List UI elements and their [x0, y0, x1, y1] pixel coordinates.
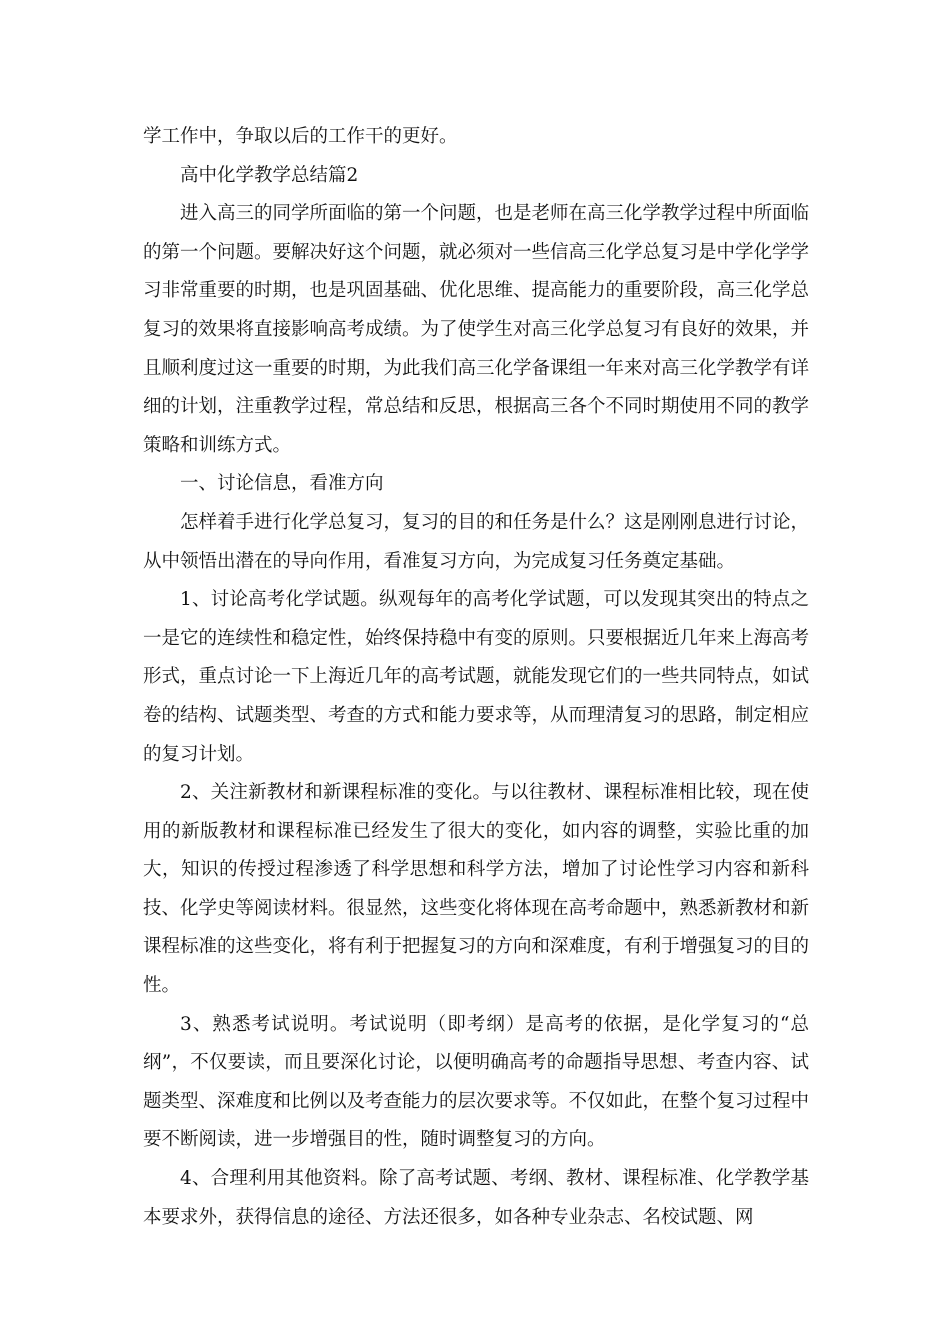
- list-item: 1、讨论高考化学试题。纵观每年的高考化学试题，可以发现其突出的特点之一是它的连续性和稳定性，始终保持稳中有变的原则。只要根据近几年来上海高考形式，重点讨论一下上海近几年的高考试题，就能发现它们的一些共同特点，如试卷的结构、试题类型、考查的方式和能力要求等，从而理清复习的思路，制定相应的复习计划。: [143, 589, 810, 765]
- body-paragraph: 怎样着手进行化学总复习，复习的目的和任务是什么？这是刚刚息进行讨论，从中领悟出潜在的导向作用，看准复习方向，为完成复习任务奠定基础。: [143, 511, 810, 572]
- list-item: 4、合理利用其他资料。除了高考试题、考纲、教材、课程标准、化学教学基本要求外，获得信息的途径、方法还很多，如各种专业杂志、名校试题、网: [143, 1168, 809, 1228]
- body-paragraph: 进入高三的同学所面临的第一个问题，也是老师在高三化学教学过程中所面临的第一个问题。要解决好这个问题，就必须对一些信高三化学总复习是中学化学学习非常重要的时期，也是巩固基础、优化思维、提高能力的重要阶段，高三化学总复习的效果将直接影响高考成绩。为了使学生对高三化学总复习有良好的效果，并且顺利度过这一重要的时期，为此我们高三化学备课组一年来对高三化学教学有详细的计划，注重教学过程，常总结和反思，根据高三各个不同时期使用不同的教学策略和训练方式。: [143, 203, 810, 456]
- subsection-heading: 一、讨论信息，看准方向: [180, 473, 384, 495]
- document-page: [143, 118, 809, 1237]
- list-item: 2、关注新教材和新课程标准的变化。与以往教材、课程标准相比较，现在使用的新版教材和课程标准已经发生了很大的变化，如内容的调整，实验比重的加大，知识的传授过程渗透了科学思想和科学方法，增加了讨论性学习内容和新科技、化学史等阅读材料。很显然，这些变化将体现在高考命题中，熟悉新教材和新课程标准的这些变化，将有利于把握复习的方向和深难度，有利于增强复习的目的性。: [143, 782, 810, 997]
- paragraph-continuation: 学工作中，争取以后的工作干的更好。: [143, 126, 458, 147]
- section-title: 高中化学教学总结篇2: [180, 164, 359, 186]
- list-item: 3、熟悉考试说明。考试说明（即考纲）是高考的依据，是化学复习的“总纲”，不仅要读，而且要深化讨论，以便明确高考的命题指导思想、考查内容、试题类型、深难度和比例以及考查能力的层次要求等。不仅如此，在整个复习过程中要不断阅读，进一步增强目的性，随时调整复习的方向。: [143, 1013, 810, 1151]
